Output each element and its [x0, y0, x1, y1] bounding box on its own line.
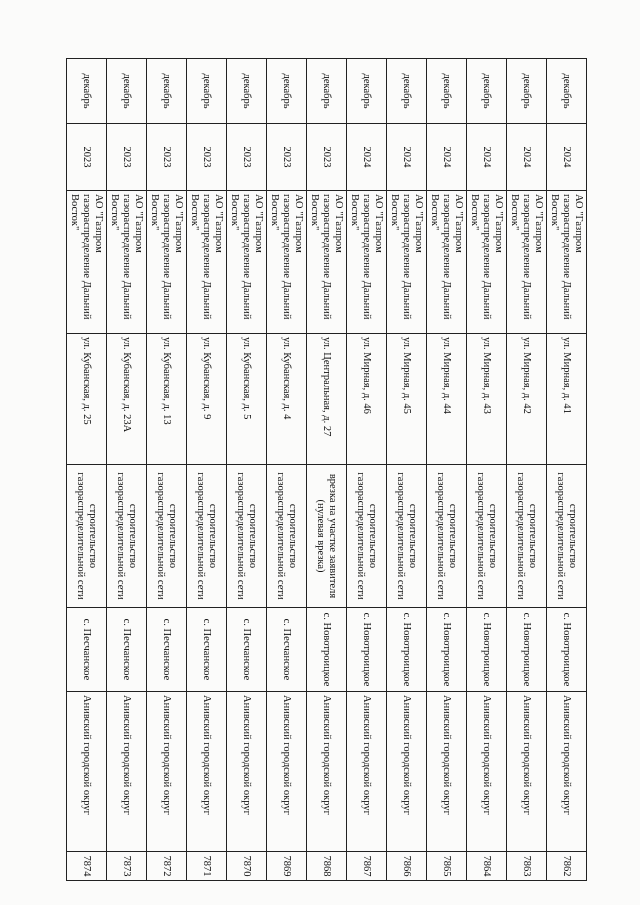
cell-address: ул. Мирная, д. 41: [547, 334, 587, 465]
cell-work: строительство газораспределительной сети: [187, 465, 227, 608]
cell-work: врезка на участке заявителя (нулевая врезка): [307, 465, 347, 608]
cell-district: Анивский городской округ: [267, 692, 307, 852]
cell-year: 2024: [427, 124, 467, 191]
table-row: [227, 59, 267, 881]
cell-work: строительство газораспределительной сети: [67, 465, 107, 608]
cell-district: Анивский городской округ: [347, 692, 387, 852]
cell-village: с. Новотроицкое: [507, 608, 547, 692]
cell-num: 7862: [547, 852, 587, 881]
cell-num: 7863: [507, 852, 547, 881]
cell-district: Анивский городской округ: [147, 692, 187, 852]
table-row: [467, 59, 507, 881]
table-row: [67, 59, 107, 881]
table-row: [427, 59, 467, 881]
cell-owner: АО "Газпром газораспределение Дальний Восток": [467, 191, 507, 334]
cell-village: с. Новотроицкое: [547, 608, 587, 692]
cell-month: декабрь: [187, 59, 227, 124]
cell-address: ул. Мирная, д. 46: [347, 334, 387, 465]
cell-owner: АО "Газпром газораспределение Дальний Восток": [387, 191, 427, 334]
cell-month: декабрь: [147, 59, 187, 124]
cell-year: 2024: [467, 124, 507, 191]
cell-address: ул. Кубанская, д. 25: [67, 334, 107, 465]
cell-district: Анивский городской округ: [387, 692, 427, 852]
cell-num: 7867: [347, 852, 387, 881]
cell-owner: АО "Газпром газораспределение Дальний Восток": [267, 191, 307, 334]
cell-num: 7868: [307, 852, 347, 881]
cell-month: декабрь: [547, 59, 587, 124]
cell-district: Анивский городской округ: [107, 692, 147, 852]
cell-owner: АО "Газпром газораспределение Дальний Восток": [147, 191, 187, 334]
cell-month: декабрь: [387, 59, 427, 124]
table-row: [507, 59, 547, 881]
cell-year: 2024: [547, 124, 587, 191]
cell-month: декабрь: [427, 59, 467, 124]
cell-district: Анивский городской округ: [187, 692, 227, 852]
cell-address: ул. Мирная, д. 45: [387, 334, 427, 465]
cell-village: с. Песчанское: [67, 608, 107, 692]
cell-num: 7873: [107, 852, 147, 881]
cell-village: с. Песчанское: [107, 608, 147, 692]
cell-work: строительство газораспределительной сети: [387, 465, 427, 608]
cell-month: декабрь: [267, 59, 307, 124]
cell-num: 7871: [187, 852, 227, 881]
table-row: [267, 59, 307, 881]
cell-year: 2023: [307, 124, 347, 191]
cell-owner: АО "Газпром газораспределение Дальний Восток": [227, 191, 267, 334]
table-row: [387, 59, 427, 881]
cell-work: строительство газораспределительной сети: [427, 465, 467, 608]
table-row: [547, 59, 587, 881]
cell-village: с. Новотроицкое: [387, 608, 427, 692]
cell-work: строительство газораспределительной сети: [267, 465, 307, 608]
cell-village: с. Новотроицкое: [347, 608, 387, 692]
cell-num: 7872: [147, 852, 187, 881]
table-row: [347, 59, 387, 881]
cell-address: ул. Кубанская, д. 4: [267, 334, 307, 465]
table-row: [107, 59, 147, 881]
cell-month: декабрь: [107, 59, 147, 124]
cell-num: 7864: [467, 852, 507, 881]
cell-work: строительство газораспределительной сети: [227, 465, 267, 608]
cell-address: ул. Кубанская, д. 5: [227, 334, 267, 465]
cell-year: 2023: [107, 124, 147, 191]
cell-month: декабрь: [347, 59, 387, 124]
table-row: [187, 59, 227, 881]
cell-num: 7865: [427, 852, 467, 881]
cell-village: с. Новотроицкое: [427, 608, 467, 692]
table-row: [147, 59, 187, 881]
cell-village: с. Новотроицкое: [307, 608, 347, 692]
cell-num: 7866: [387, 852, 427, 881]
cell-district: Анивский городской округ: [507, 692, 547, 852]
cell-address: ул. Кубанская, д. 23А: [107, 334, 147, 465]
cell-year: 2023: [67, 124, 107, 191]
cell-address: ул. Кубанская, д. 13: [147, 334, 187, 465]
cell-owner: АО "Газпром газораспределение Дальний Восток": [347, 191, 387, 334]
cell-address: ул. Центральная, д. 27: [307, 334, 347, 465]
cell-year: 2023: [187, 124, 227, 191]
rotated-table-container: [66, 58, 587, 880]
gas-connection-table: [66, 58, 587, 881]
cell-address: ул. Мирная, д. 44: [427, 334, 467, 465]
cell-owner: АО "Газпром газораспределение Дальний Восток": [67, 191, 107, 334]
cell-num: 7874: [67, 852, 107, 881]
cell-work: строительство газораспределительной сети: [107, 465, 147, 608]
cell-month: декабрь: [467, 59, 507, 124]
cell-address: ул. Кубанская, д. 9: [187, 334, 227, 465]
cell-district: Анивский городской округ: [227, 692, 267, 852]
cell-owner: АО "Газпром газораспределение Дальний Восток": [547, 191, 587, 334]
cell-owner: АО "Газпром газораспределение Дальний Восток": [427, 191, 467, 334]
cell-village: с. Новотроицкое: [467, 608, 507, 692]
cell-year: 2023: [227, 124, 267, 191]
cell-village: с. Песчанское: [227, 608, 267, 692]
cell-year: 2023: [147, 124, 187, 191]
cell-month: декабрь: [227, 59, 267, 124]
cell-work: строительство газораспределительной сети: [507, 465, 547, 608]
table-body: [67, 59, 587, 881]
cell-owner: АО "Газпром газораспределение Дальний Восток": [307, 191, 347, 334]
cell-month: декабрь: [307, 59, 347, 124]
cell-address: ул. Мирная, д. 43: [467, 334, 507, 465]
table-row: [307, 59, 347, 881]
cell-address: ул. Мирная, д. 42: [507, 334, 547, 465]
cell-owner: АО "Газпром газораспределение Дальний Восток": [107, 191, 147, 334]
cell-month: декабрь: [507, 59, 547, 124]
cell-year: 2023: [267, 124, 307, 191]
cell-num: 7870: [227, 852, 267, 881]
cell-district: Анивский городской округ: [427, 692, 467, 852]
cell-work: строительство газораспределительной сети: [347, 465, 387, 608]
cell-village: с. Песчанское: [267, 608, 307, 692]
cell-work: строительство газораспределительной сети: [147, 465, 187, 608]
cell-village: с. Песчанское: [187, 608, 227, 692]
cell-work: строительство газораспределительной сети: [467, 465, 507, 608]
cell-month: декабрь: [67, 59, 107, 124]
cell-year: 2024: [387, 124, 427, 191]
cell-owner: АО "Газпром газораспределение Дальний Восток": [507, 191, 547, 334]
cell-district: Анивский городской округ: [547, 692, 587, 852]
cell-num: 7869: [267, 852, 307, 881]
cell-district: Анивский городской округ: [467, 692, 507, 852]
cell-district: Анивский городской округ: [307, 692, 347, 852]
cell-owner: АО "Газпром газораспределение Дальний Восток": [187, 191, 227, 334]
cell-work: строительство газораспределительной сети: [547, 465, 587, 608]
cell-year: 2024: [507, 124, 547, 191]
cell-village: с. Песчанское: [147, 608, 187, 692]
cell-district: Анивский городской округ: [67, 692, 107, 852]
cell-year: 2024: [347, 124, 387, 191]
